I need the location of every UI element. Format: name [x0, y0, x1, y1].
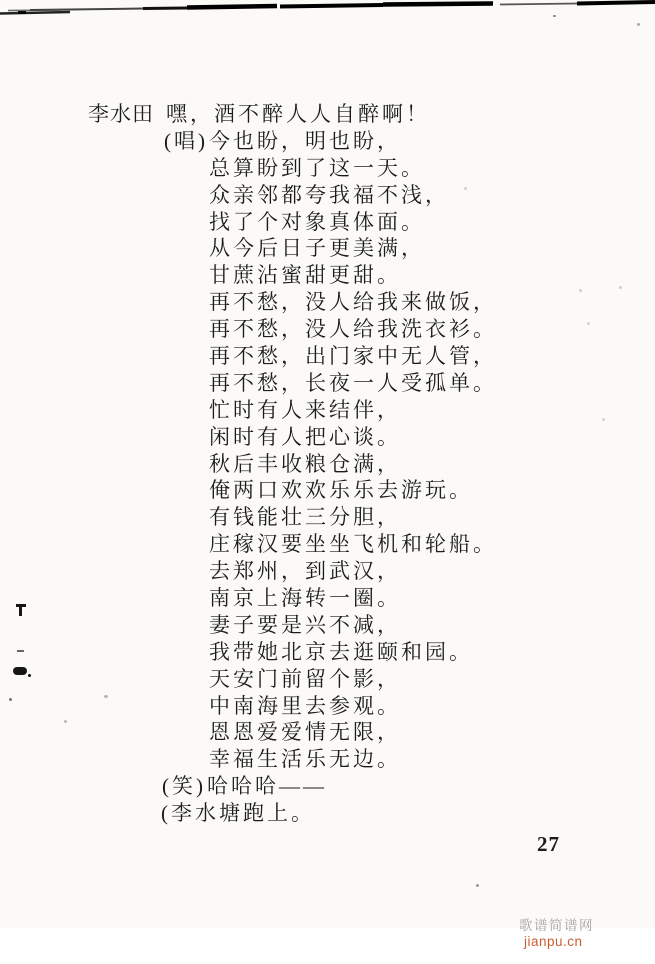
verse-line [0, 585, 655, 612]
verse-line [0, 746, 655, 773]
verse-text: 从今后日子更美满， [209, 236, 425, 261]
ink-speck [579, 289, 582, 292]
verse-text: 再不愁，长夜一人受孤单。 [209, 370, 497, 395]
verse-text: 去郑州，到武汉， [209, 559, 401, 584]
verse-text: 有钱能壮三分胆， [209, 505, 401, 530]
verse-text: 秋后丰收粮仓满， [209, 451, 401, 476]
verse-line [0, 397, 655, 424]
verse-line [0, 182, 655, 209]
verse-text: 妻子要是兴不减， [209, 612, 401, 637]
verse-line [0, 693, 655, 720]
verse-text: 南京上海转一圈。 [209, 586, 401, 611]
verse-line [0, 612, 655, 639]
dialogue-text: 嘿，酒不醉人人自醉啊！ [166, 102, 430, 126]
watermark-site-name: 歌谱简谱网 [519, 918, 595, 933]
verse-line [0, 289, 655, 316]
verse-text: 天安门前留个影， [209, 666, 401, 691]
verse-text: 甘蔗沾蜜甜更甜。 [209, 263, 401, 288]
verse-line [0, 424, 655, 451]
verse-line [0, 343, 655, 370]
verse-line [0, 719, 655, 746]
verse-line [0, 235, 655, 262]
ink-speck [637, 23, 640, 26]
verse-line [0, 316, 655, 343]
stage-direction-line [0, 800, 655, 827]
ink-speck [619, 286, 622, 289]
verse-text: 再不愁，没人给我洗衣衫。 [209, 317, 497, 342]
verse-line [0, 504, 655, 531]
verse-line [0, 558, 655, 585]
verse-text: 再不愁，出门家中无人管， [209, 344, 497, 369]
ink-speck [553, 15, 556, 17]
ink-speck [19, 604, 22, 616]
verse-text: 恩恩爱爱情无限， [209, 720, 401, 745]
verse-text: 总算盼到了这一天。 [209, 155, 425, 180]
verse-line [0, 155, 655, 182]
verse-line [0, 477, 655, 504]
script-text-block [0, 101, 655, 827]
verse-line [0, 531, 655, 558]
ink-speck [104, 695, 108, 698]
verse-line [0, 262, 655, 289]
ink-speck [13, 667, 27, 675]
verse-line [0, 666, 655, 693]
verse-text: 找了个对象真体面。 [209, 209, 425, 234]
verse-line [0, 370, 655, 397]
sing-cue-line [0, 128, 655, 155]
watermark-site-url: jianpu.cn [524, 934, 583, 949]
verse-text: 再不愁，没人给我来做饭， [209, 290, 497, 315]
verse-line [0, 209, 655, 236]
verse-text: 众亲邻都夸我福不浅， [209, 182, 449, 207]
verse-text: 庄稼汉要坐坐飞机和轮船。 [209, 532, 497, 557]
laugh-text: 哈哈哈—— [207, 774, 327, 799]
ink-speck [9, 698, 12, 701]
page-top-scan-edge [0, 0, 655, 18]
ink-speck [587, 322, 590, 325]
laugh-cue-tag: (笑) [162, 774, 206, 799]
page-number: 27 [537, 832, 560, 856]
ink-speck [464, 187, 467, 190]
ink-speck [64, 720, 67, 723]
verse-text: 中南海里去参观。 [209, 693, 401, 718]
verse-text: 闲时有人把心谈。 [209, 424, 401, 449]
stage-direction-text: (李水塘跑上。 [161, 801, 315, 826]
ink-speck [28, 674, 31, 677]
sing-cue-tag: (唱) [164, 128, 208, 153]
verse-text: 幸福生活乐无边。 [209, 747, 401, 772]
speaker-name: 李水田 [88, 102, 154, 126]
verse-text: 忙时有人来结伴， [209, 397, 401, 422]
verse-text: 我带她北京去逛颐和园。 [209, 639, 473, 664]
watermark [504, 899, 594, 964]
verse-line [0, 451, 655, 478]
ink-speck [17, 650, 24, 652]
verse-line [0, 639, 655, 666]
ink-speck [476, 884, 479, 887]
laugh-cue-line [0, 773, 655, 800]
verse-text: 今也盼，明也盼， [209, 128, 401, 153]
speaker-dialogue-line [0, 101, 655, 128]
ink-speck [602, 418, 605, 421]
verse-text: 俺两口欢欢乐乐去游玩。 [209, 478, 473, 503]
